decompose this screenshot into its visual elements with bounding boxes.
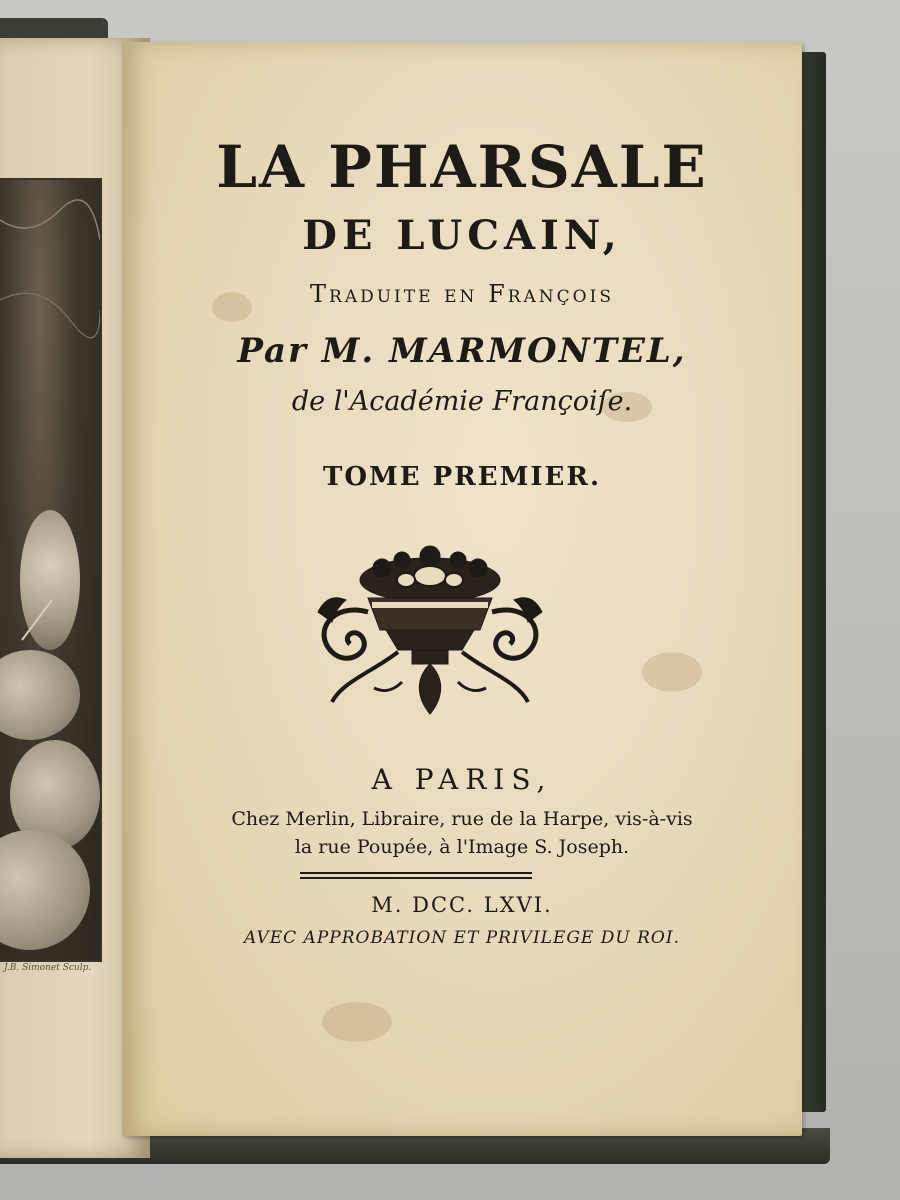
volume-label: TOME PREMIER.: [322, 462, 602, 492]
academy-line: de l'Académie Françoiſe.: [291, 386, 633, 417]
floral-basket-ornament-icon: [302, 542, 558, 722]
double-rule-divider: [300, 872, 532, 881]
book-title: LA PHARSALE: [216, 133, 708, 201]
publisher-line: Chez Merlin, Libraire, rue de la Harpe, vis-à-vis: [231, 808, 693, 830]
author-line: DE LUCAIN,: [302, 212, 622, 259]
title-page: [122, 42, 802, 1136]
engraver-credit: J.B. Simonet Sculp.: [4, 963, 92, 973]
translator-line: Par M. MARMONTEL,: [237, 331, 687, 371]
imprint-city: A PARIS,: [371, 763, 553, 796]
address-line: la rue Poupée, à l'Image S. Joseph.: [294, 836, 630, 858]
privilege-line: AVEC APPROBATION ET PRIVILEGE DU ROI.: [244, 928, 680, 948]
frontispiece-engraving-icon: [0, 178, 102, 962]
translated-line: Traduite en François: [310, 280, 614, 308]
publication-date: M. DCC. LXVI.: [371, 893, 553, 917]
